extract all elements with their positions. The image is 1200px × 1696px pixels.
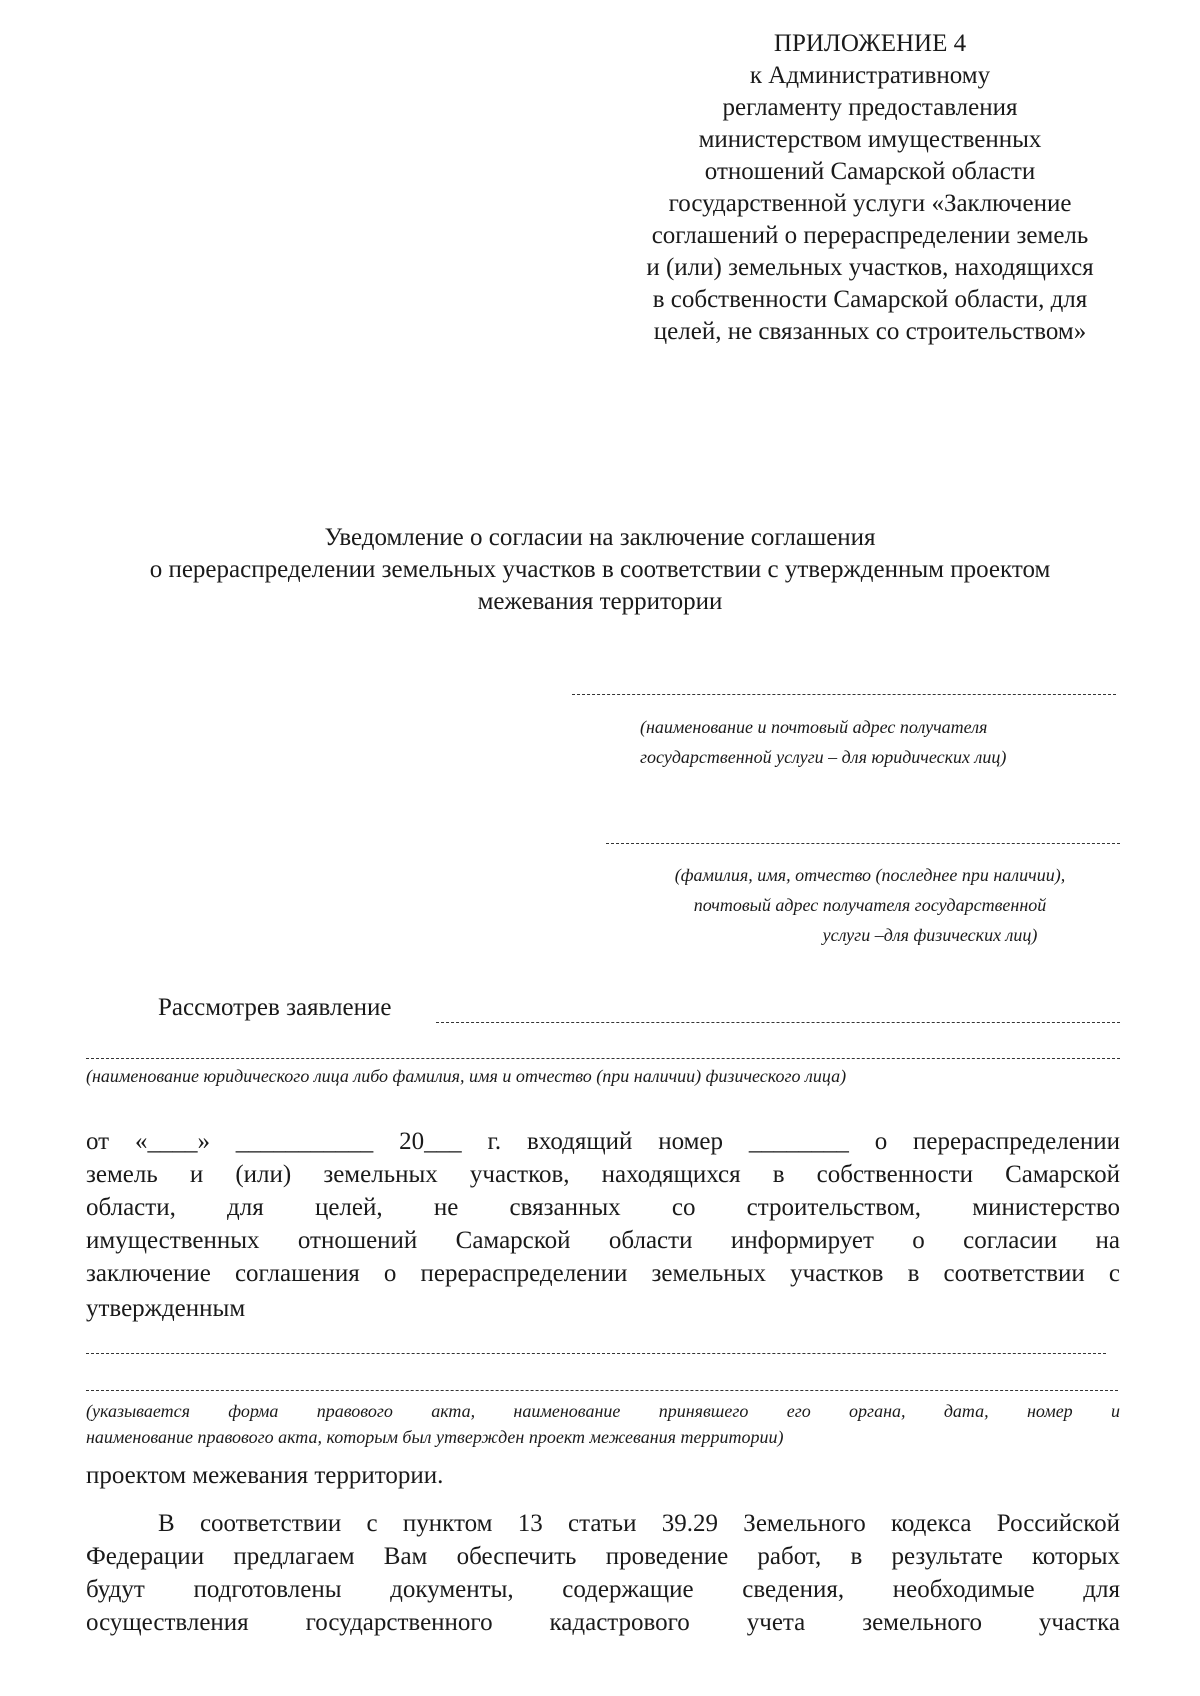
- body-line: области, для целей, не связанных со строительством, министерство: [86, 1194, 1120, 1221]
- appendix-line: государственной услуги «Заключение: [668, 190, 1072, 217]
- act-tail: проектом межевания территории.: [86, 1462, 444, 1489]
- body-line: от «____» ___________ 20___ г. входящий номер ________ о перераспределении: [86, 1128, 1120, 1155]
- review-label: Рассмотрев заявление: [158, 994, 392, 1021]
- caption-line: услуги –для физических лиц): [822, 925, 1038, 945]
- recipient-legal-caption: [640, 712, 1120, 772]
- appendix-line: отношений Самарской области: [704, 158, 1036, 185]
- appendix-line: регламенту предоставления: [722, 94, 1018, 121]
- body-line: земель и (или) земельных участков, находящихся в собственности Самарской: [86, 1161, 1120, 1188]
- act-caption-line: (указывается форма правового акта, наименование принявшего его органа, дата, номер и: [86, 1401, 1120, 1421]
- review-caption: (наименование юридического лица либо фамилия, имя и отчество (при наличии) физического лица): [86, 1066, 847, 1086]
- body-line: утвержденным: [86, 1295, 246, 1322]
- document-title: [60, 522, 1140, 618]
- recipient-individual-blank: [606, 843, 1120, 844]
- act-caption-line: наименование правового акта, которым был утвержден проект межевания территории): [86, 1427, 784, 1447]
- act-blank: [86, 1353, 1106, 1354]
- title-line: Уведомление о согласии на заключение соглашения: [324, 524, 876, 551]
- act-blank-2: [86, 1390, 1118, 1391]
- review-blank: [436, 1022, 1120, 1023]
- final-line: В соответствии с пунктом 13 статьи 39.29 Земельного кодекса Российской: [158, 1510, 1120, 1537]
- final-line: Федерации предлагаем Вам обеспечить проведение работ, в результате которых: [86, 1543, 1120, 1570]
- appendix-line: целей, не связанных со строительством»: [653, 318, 1087, 345]
- appendix-line: и (или) земельных участков, находящихся: [646, 254, 1094, 281]
- appendix-line: к Административному: [749, 62, 991, 89]
- body-line: заключение соглашения о перераспределении земельных участков в соответствии с: [86, 1260, 1120, 1287]
- appendix-line: ПРИЛОЖЕНИЕ 4: [773, 30, 967, 57]
- caption-line: (фамилия, имя, отчество (последнее при наличии),: [674, 865, 1066, 885]
- appendix-line: министерством имущественных: [698, 126, 1042, 153]
- title-line: о перераспределении земельных участков в соответствии с утвержденным проектом: [149, 556, 1051, 583]
- caption-line: (наименование и почтовый адрес получателя: [640, 717, 988, 737]
- final-line: осуществления государственного кадастрового учета земельного участка: [86, 1609, 1120, 1636]
- body-line: имущественных отношений Самарской области информирует о согласии на: [86, 1227, 1120, 1254]
- appendix-header: [600, 28, 1140, 348]
- caption-line: почтовый адрес получателя государственной: [693, 895, 1047, 915]
- final-line: будут подготовлены документы, содержащие сведения, необходимые для: [86, 1576, 1120, 1603]
- review-blank-2: [86, 1058, 1120, 1059]
- title-line: межевания территории: [477, 588, 723, 615]
- appendix-line: соглашений о перераспределении земель: [651, 222, 1089, 249]
- appendix-line: в собственности Самарской области, для: [652, 286, 1088, 313]
- recipient-legal-blank: [572, 694, 1116, 695]
- recipient-individual-caption: [620, 860, 1120, 950]
- caption-line: государственной услуги – для юридических лиц): [640, 747, 1007, 767]
